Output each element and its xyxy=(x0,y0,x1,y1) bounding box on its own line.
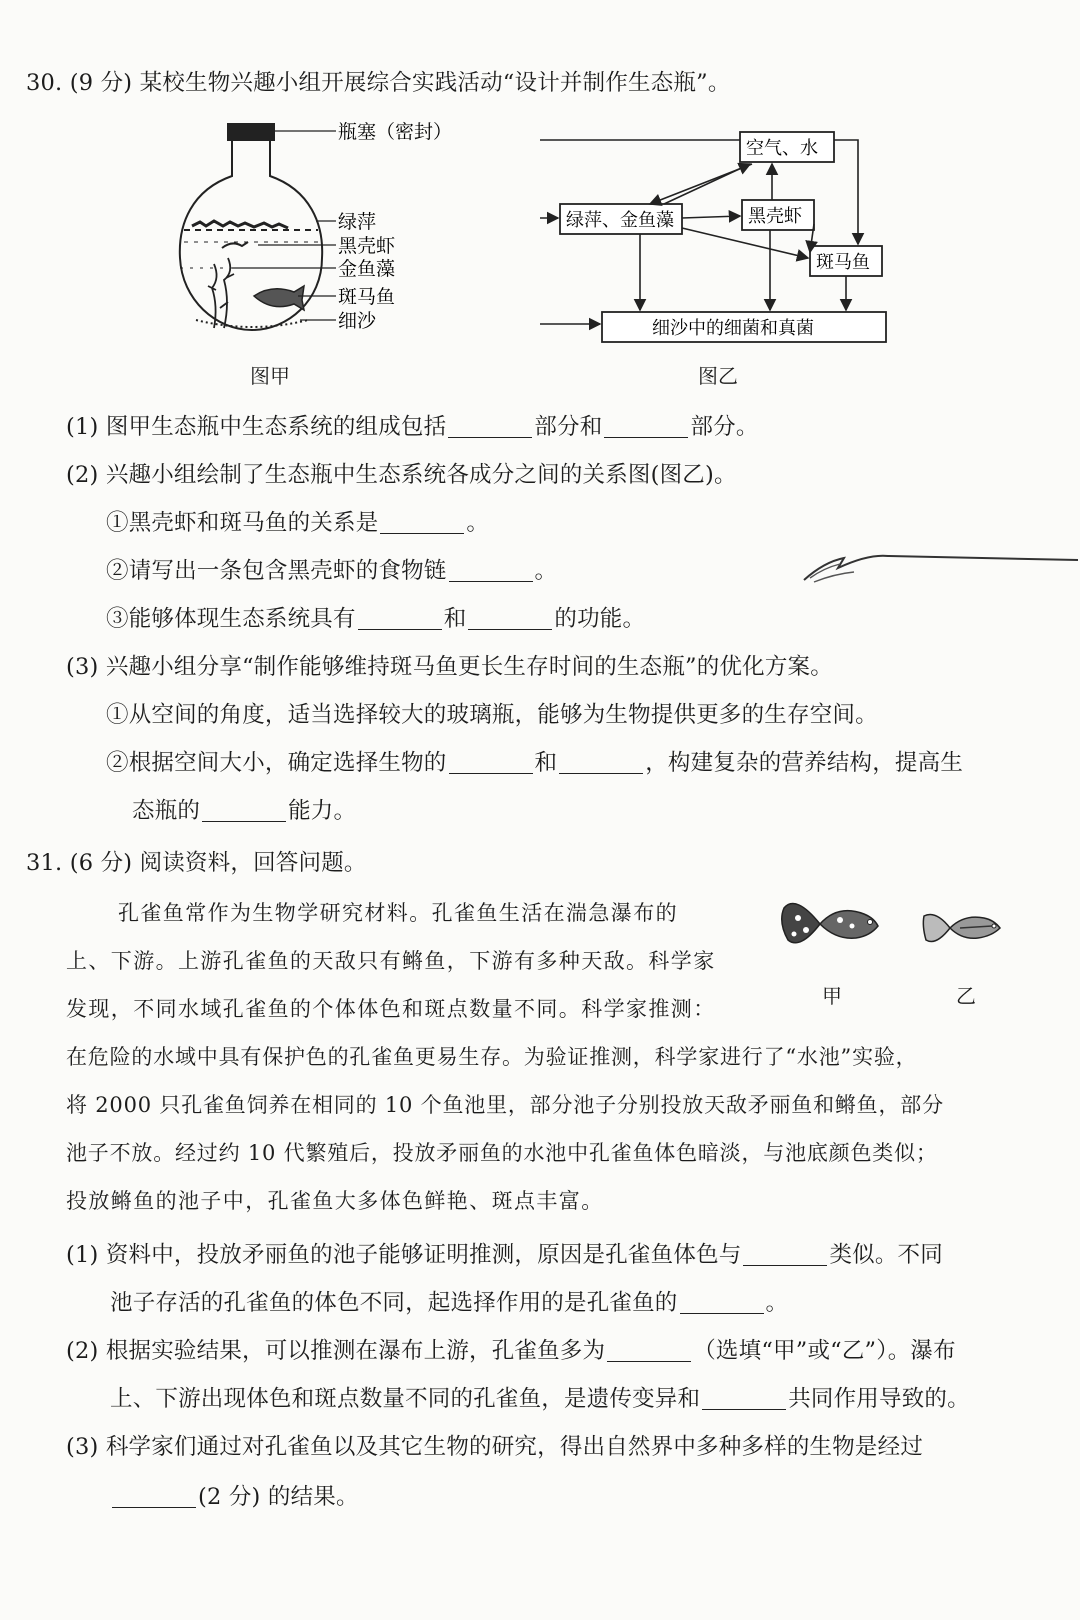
fig-jia-caption: 图甲 xyxy=(250,364,290,388)
q30-p2-1: ①黑壳虾和斑马鱼的关系是 。 xyxy=(106,510,490,536)
guppy-yi-image xyxy=(920,902,1020,952)
figure-jia xyxy=(170,118,490,343)
label-duckweed: 绿萍 xyxy=(338,211,377,233)
material-line: 将 2000 只孔雀鱼饲养在相同的 10 个鱼池里，部分池子分别投放天敌矛丽鱼和鳉鱼，部分 xyxy=(66,1093,944,1117)
answer-blank[interactable] xyxy=(604,415,688,438)
box-air-water-label: 空气、水 xyxy=(746,138,818,159)
q31-p2: (2) 根据实验结果，可以推测在瀑布上游，孔雀鱼多为 （选填“甲”或“乙”）。瀑布 xyxy=(66,1338,956,1364)
label-stopper: 瓶塞（密封） xyxy=(338,121,453,143)
answer-blank[interactable] xyxy=(702,1387,786,1410)
bottle-stopper xyxy=(228,124,274,140)
q31-p3: (3) 科学家们通过对孔雀鱼以及其它生物的研究，得出自然界中多种多样的生物是经过 xyxy=(66,1434,924,1460)
guppy-jia-image xyxy=(780,888,890,958)
material-line: 上、下游。上游孔雀鱼的天敌只有鳉鱼，下游有多种天敌。科学家 xyxy=(66,949,716,973)
label-sand: 细沙 xyxy=(338,310,377,332)
answer-blank[interactable] xyxy=(468,607,552,630)
material-line: 孔雀鱼常作为生物学研究材料。孔雀鱼生活在湍急瀑布的 xyxy=(118,901,678,925)
q31-p1b: 池子存活的孔雀鱼的体色不同，起选择作用的是孔雀鱼的 。 xyxy=(110,1290,789,1316)
q30-p3-1: ①从空间的角度，适当选择较大的玻璃瓶，能够为生物提供更多的生存空间。 xyxy=(106,702,878,728)
fig-yi-caption: 图乙 xyxy=(698,364,738,388)
answer-blank[interactable] xyxy=(680,1291,764,1314)
q30-p3-2b: 态瓶的 能力。 xyxy=(132,798,357,824)
box-zebrafish-label: 斑马鱼 xyxy=(816,252,870,273)
answer-blank[interactable] xyxy=(112,1485,196,1508)
answer-blank[interactable] xyxy=(202,799,286,822)
q30-header: 30. (9 分) 某校生物兴趣小组开展综合实践活动“设计并制作生态瓶”。 xyxy=(26,70,731,96)
zebrafish-drawing xyxy=(254,286,304,310)
q30-p3-2: ②根据空间大小，确定选择生物的 和 ，构建复杂的营养结构，提高生 xyxy=(106,750,964,776)
box-decomposers-label: 细沙中的细菌和真菌 xyxy=(652,318,814,339)
label-zebrafish: 斑马鱼 xyxy=(338,286,396,308)
material-line: 发现，不同水域孔雀鱼的个体体色和斑点数量不同。科学家推测： xyxy=(66,997,716,1021)
answer-blank[interactable] xyxy=(380,511,464,534)
fish-label-jia: 甲 xyxy=(822,984,842,1008)
q31-p2b: 上、下游出现体色和斑点数量不同的孔雀鱼，是遗传变异和 共同作用导致的。 xyxy=(110,1386,970,1412)
answer-blank[interactable] xyxy=(358,607,442,630)
sand-drawing xyxy=(196,320,308,327)
answer-blank[interactable] xyxy=(743,1243,827,1266)
answer-blank[interactable] xyxy=(559,751,643,774)
q31-p1: (1) 资料中，投放矛丽鱼的池子能够证明推测，原因是孔雀鱼体色与 类似。不同 xyxy=(66,1242,943,1268)
material-line: 投放鳉鱼的池子中，孔雀鱼大多体色鲜艳、斑点丰富。 xyxy=(66,1189,604,1213)
bottle-drawing xyxy=(180,124,336,330)
shrimp-drawing xyxy=(222,242,248,248)
q30-p1: (1) 图甲生态瓶中生态系统的组成包括 部分和 部分。 xyxy=(66,414,759,440)
q30-p3: (3) 兴趣小组分享“制作能够维持斑马鱼更长生存时间的生态瓶”的优化方案。 xyxy=(66,654,833,680)
box-shrimp-label: 黑壳虾 xyxy=(748,206,802,227)
box-plants-label: 绿萍、金鱼藻 xyxy=(566,210,674,231)
fish-label-yi: 乙 xyxy=(956,984,976,1008)
figure-yi xyxy=(540,128,900,358)
material-line: 在危险的水域中具有保护色的孔雀鱼更易生存。为验证推测，科学家进行了“水池”实验， xyxy=(66,1045,918,1069)
answer-blank[interactable] xyxy=(449,559,533,582)
material-line: 池子不放。经过约 10 代繁殖后，投放矛丽鱼的水池中孔雀鱼体色暗淡，与池底颜色类似； xyxy=(66,1141,938,1165)
answer-blank[interactable] xyxy=(607,1339,691,1362)
pen-mark xyxy=(800,548,1080,588)
answer-blank[interactable] xyxy=(449,751,533,774)
duckweed-drawing xyxy=(192,221,288,228)
answer-blank[interactable] xyxy=(448,415,532,438)
q30-p2-3: ③能够体现生态系统具有 和 的功能。 xyxy=(106,606,646,632)
q30-p2-2: ②请写出一条包含黑壳虾的食物链 。 xyxy=(106,558,558,584)
q30-p2: (2) 兴趣小组绘制了生态瓶中生态系统各成分之间的关系图(图乙)。 xyxy=(66,462,737,488)
label-shrimp: 黑壳虾 xyxy=(338,235,396,257)
q31-p3b: (2 分) 的结果。 xyxy=(110,1482,359,1512)
label-hornwort: 金鱼藻 xyxy=(338,258,396,280)
q31-header: 31. (6 分) 阅读资料，回答问题。 xyxy=(26,850,367,876)
